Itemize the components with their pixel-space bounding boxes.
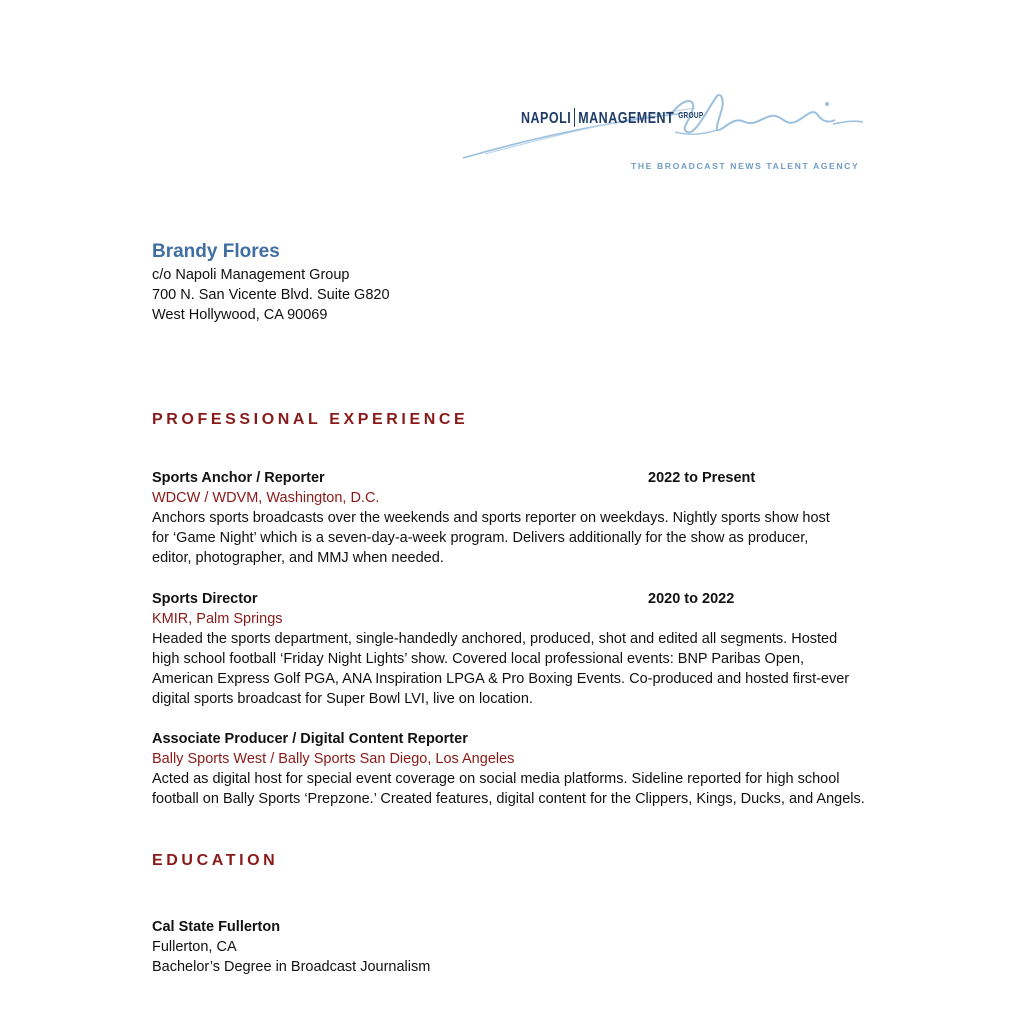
- job-dates: 2022 to Present: [648, 470, 756, 486]
- logo-swoosh-graphic: [455, 88, 875, 188]
- job-description-line: American Express Golf PGA, ANA Inspiration LPGA & Pro Boxing Events. Co-produced and hosted first-ever: [152, 671, 850, 687]
- logo-wordmark-right: MANAGEMENT: [578, 109, 675, 127]
- education-heading: EDUCATION: [152, 852, 279, 869]
- candidate-name: Brandy Flores: [152, 241, 280, 262]
- job-employer: Bally Sports West / Bally Sports San Diego, Los Angeles: [152, 751, 515, 767]
- logo-wordmark: [521, 108, 704, 127]
- job-description-line: Headed the sports department, single-handedly anchored, produced, shot and edited all segments. Hosted: [152, 631, 838, 647]
- job-description: [152, 508, 852, 568]
- experience-heading: PROFESSIONAL EXPERIENCE: [152, 411, 469, 428]
- job-description-line: editor, photographer, and MMJ when needed.: [152, 550, 444, 566]
- job-description-line: football on Bally Sports ‘Prepzone.’ Created features, digital content for the Clippers, Kings, Ducks, and Angels.: [152, 791, 865, 807]
- degree: Bachelor’s Degree in Broadcast Journalism: [152, 959, 431, 975]
- job-title: Sports Director: [152, 591, 258, 607]
- job-description-line: digital sports broadcast for Super Bowl LVI, live on location.: [152, 691, 533, 707]
- job-entry: [152, 589, 852, 709]
- job-employer: WDCW / WDVM, Washington, D.C.: [152, 490, 380, 506]
- job-employer: KMIR, Palm Springs: [152, 611, 283, 627]
- job-description-line: Acted as digital host for special event coverage on social media platforms. Sideline reported for high school: [152, 771, 840, 787]
- job-description-line: high school football ‘Friday Night Lights’ show. Covered local professional events: BNP Paribas Open,: [152, 651, 805, 667]
- school-location: Fullerton, CA: [152, 939, 237, 955]
- education-entry: [152, 917, 430, 977]
- agency-logo: [455, 88, 875, 188]
- contact-block: [152, 240, 390, 325]
- address-line-3: West Hollywood, CA 90069: [152, 307, 328, 323]
- job-description: [152, 769, 865, 809]
- job-description-line: Anchors sports broadcasts over the weekends and sports reporter on weekdays. Nightly sports show host: [152, 510, 830, 526]
- logo-wordmark-left: NAPOLI: [521, 109, 572, 127]
- job-dates: 2020 to 2022: [648, 591, 735, 607]
- job-title: Associate Producer / Digital Content Reporter: [152, 731, 468, 747]
- address-line-1: c/o Napoli Management Group: [152, 267, 350, 283]
- job-entry: [152, 468, 852, 568]
- job-entry: [152, 729, 865, 809]
- job-title: Sports Anchor / Reporter: [152, 470, 325, 486]
- school-name: Cal State Fullerton: [152, 919, 281, 935]
- job-description: [152, 629, 852, 709]
- logo-tagline: THE BROADCAST NEWS TALENT AGENCY: [631, 161, 860, 171]
- job-description-line: for ‘Game Night’ which is a seven-day-a-week program. Delivers additionally for the show as producer,: [152, 530, 809, 546]
- logo-group-label: GROUP: [678, 111, 704, 121]
- address-line-2: 700 N. San Vicente Blvd. Suite G820: [152, 287, 390, 303]
